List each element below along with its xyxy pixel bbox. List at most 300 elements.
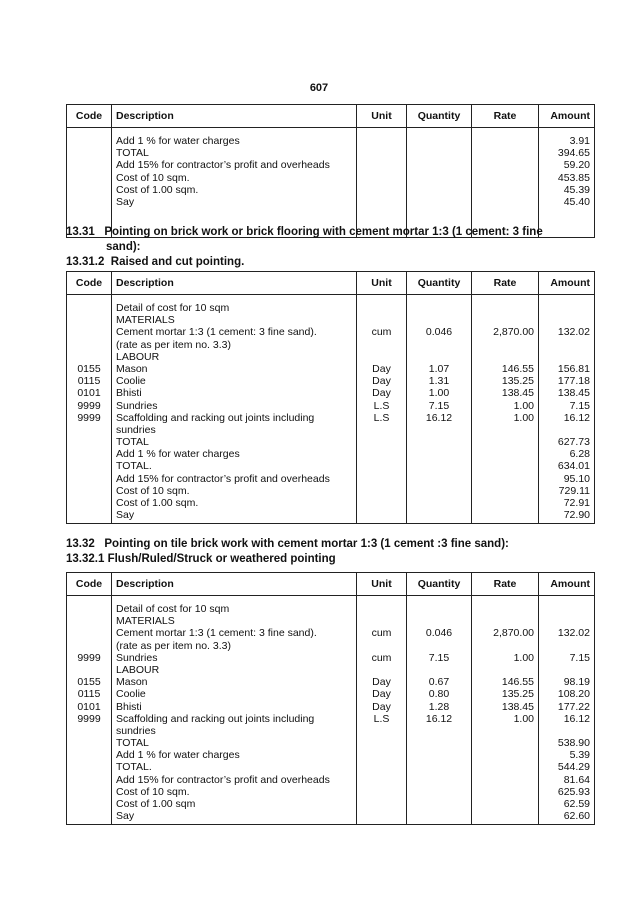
section-heading-13-31: [66, 225, 576, 270]
cell-line: [476, 749, 534, 761]
cell-line: [71, 749, 107, 761]
cell-line: 62.60: [563, 810, 590, 823]
cell-line: Sundries: [116, 651, 158, 664]
cell-line: Mason: [116, 362, 148, 375]
cell-line: 16.12: [563, 712, 590, 725]
cell-line: [411, 640, 467, 652]
cell-line: [361, 798, 402, 810]
cell-line: [361, 302, 402, 314]
cell-line: 7.15: [428, 399, 450, 412]
quantity-cell: [407, 596, 472, 825]
cell-line: [476, 339, 534, 351]
cell-line: [71, 436, 107, 448]
cell-line: [361, 749, 402, 761]
cell-line: [361, 497, 402, 509]
cell-line: [71, 326, 107, 338]
cell-line: 135.25: [501, 688, 534, 701]
col-rate-header: Rate: [472, 573, 539, 596]
cell-line: L.S: [373, 411, 390, 424]
cell-line: Cost of 10 sqm.: [116, 171, 190, 184]
cell-line: [543, 640, 590, 652]
cell-line: [71, 774, 107, 786]
cell-line: cum: [371, 627, 392, 640]
cell-line: 0155: [77, 676, 101, 689]
col-code-header: Code: [67, 272, 112, 295]
cell-line: sundries: [116, 423, 156, 436]
cell-line: 0.80: [428, 688, 450, 701]
cost-table-continued: [66, 104, 595, 238]
rate-cell: [472, 295, 539, 524]
cell-line: [71, 196, 107, 208]
cell-line: [411, 339, 467, 351]
cell-line: 3.91: [569, 135, 590, 147]
cell-line: 1.00: [428, 387, 450, 400]
subsection-heading: [66, 255, 576, 270]
cell-line: 98.19: [563, 676, 590, 689]
cell-line: [361, 424, 402, 436]
cell-line: [411, 424, 467, 436]
cell-line: [543, 615, 590, 627]
cell-line: [476, 460, 534, 472]
cell-line: [361, 147, 402, 159]
cell-line: [543, 664, 590, 676]
section-number: 13.32: [66, 538, 95, 550]
cell-line: Add 1 % for water charges: [116, 749, 240, 762]
cell-line: [71, 725, 107, 737]
cell-line: [361, 485, 402, 497]
cell-line: MATERIALS: [116, 615, 175, 628]
cell-line: 7.15: [569, 399, 590, 412]
quantity-cell: [407, 128, 472, 238]
cell-line: [543, 725, 590, 737]
cell-line: 177.18: [557, 375, 590, 388]
cell-line: 138.45: [501, 700, 534, 713]
cell-line: [71, 424, 107, 436]
col-quantity-header: Quantity: [407, 105, 472, 128]
table-header-row: [67, 573, 595, 596]
amount-cell: [539, 295, 595, 524]
cell-line: [71, 664, 107, 676]
cell-line: [543, 302, 590, 314]
cell-line: TOTAL: [116, 737, 149, 750]
cell-line: TOTAL.: [116, 761, 152, 774]
cell-line: 0115: [77, 375, 101, 388]
cell-line: [361, 737, 402, 749]
cell-line: 16.12: [425, 411, 453, 424]
cell-line: [476, 184, 534, 196]
cell-line: Bhisti: [116, 387, 142, 400]
cell-line: [476, 436, 534, 448]
cell-line: 95.10: [563, 472, 590, 485]
cell-line: 453.85: [557, 171, 590, 184]
cell-line: [71, 172, 107, 184]
table-header-row: [67, 105, 595, 128]
cost-table-13-32-1: [66, 572, 595, 825]
cell-line: [411, 196, 467, 208]
cell-line: 1.00: [513, 411, 534, 424]
cell-line: Bhisti: [116, 700, 142, 713]
cell-line: 634.01: [557, 460, 590, 473]
cell-line: [71, 810, 107, 822]
cell-line: 1.00: [513, 651, 534, 664]
cell-line: 9999: [77, 399, 101, 412]
cell-line: 0155: [77, 362, 101, 375]
cost-table-13-31-2: [66, 271, 595, 524]
cell-line: 0101: [77, 700, 101, 713]
cell-line: [411, 664, 467, 676]
subsection-title: Raised and cut pointing.: [110, 256, 245, 268]
unit-cell: [357, 295, 407, 524]
cell-line: [476, 473, 534, 485]
cell-line: [476, 615, 534, 627]
cell-line: [361, 761, 402, 773]
cell-line: 16.12: [425, 712, 453, 725]
cell-line: [476, 603, 534, 615]
cell-line: [476, 135, 534, 147]
cell-line: [411, 615, 467, 627]
cell-line: [361, 615, 402, 627]
cell-line: 156.81: [557, 362, 590, 375]
col-unit-header: Unit: [357, 105, 407, 128]
cell-line: 81.64: [563, 773, 590, 786]
col-description-header: Description: [112, 272, 357, 295]
cell-line: [411, 172, 467, 184]
cell-line: [476, 351, 534, 363]
cell-line: TOTAL: [116, 147, 149, 160]
cell-line: [361, 159, 402, 171]
cell-line: 9999: [77, 712, 101, 725]
cell-line: 9999: [77, 651, 101, 664]
cell-line: [71, 798, 107, 810]
cell-line: [361, 664, 402, 676]
cell-line: [361, 436, 402, 448]
cell-line: [71, 627, 107, 639]
cell-line: [411, 351, 467, 363]
cell-line: [411, 749, 467, 761]
cell-line: sundries: [116, 724, 156, 737]
cell-line: [476, 509, 534, 521]
cell-line: Add 1 % for water charges: [116, 135, 240, 147]
cell-line: [361, 314, 402, 326]
description-cell: [112, 128, 357, 238]
cell-line: L.S: [373, 712, 390, 725]
cell-line: TOTAL.: [116, 460, 152, 473]
cell-line: 132.02: [557, 627, 590, 640]
col-unit-header: Unit: [357, 272, 407, 295]
cell-line: 544.29: [557, 761, 590, 774]
cell-line: 538.90: [557, 737, 590, 750]
quantity-cell: [407, 295, 472, 524]
table-body-row: [67, 596, 595, 825]
cell-line: TOTAL: [116, 436, 149, 449]
col-amount-header: Amount: [539, 105, 595, 128]
subsection-number: 13.31.2: [66, 256, 105, 268]
cell-line: [361, 460, 402, 472]
cell-line: Sundries: [116, 399, 158, 412]
description-cell: [112, 295, 357, 524]
cell-line: 62.59: [563, 798, 590, 810]
col-quantity-header: Quantity: [407, 573, 472, 596]
cell-line: 138.45: [557, 387, 590, 400]
cell-line: [71, 615, 107, 627]
cell-line: [71, 473, 107, 485]
cell-line: Say: [116, 810, 135, 823]
cell-line: [476, 424, 534, 436]
section-title: Pointing on tile brick work with cement mortar 1:3 (1 cement :3 fine sand):: [104, 538, 509, 550]
cell-line: [476, 302, 534, 314]
cell-line: [476, 497, 534, 509]
cell-line: [411, 184, 467, 196]
cell-line: 7.15: [569, 651, 590, 664]
cell-line: [361, 135, 402, 147]
cell-line: Add 15% for contractor’s profit and overheads: [116, 159, 330, 172]
cell-line: 146.55: [501, 362, 534, 375]
cell-line: [543, 351, 590, 363]
cell-line: [411, 603, 467, 615]
cell-line: [411, 786, 467, 798]
cell-line: 2,870.00: [493, 627, 534, 640]
cell-line: [411, 448, 467, 460]
cell-line: 394.65: [557, 147, 590, 160]
cell-line: [71, 485, 107, 497]
cell-line: Say: [116, 195, 135, 208]
cell-line: cum: [371, 326, 392, 339]
cell-line: [411, 509, 467, 521]
cell-line: Coolie: [116, 688, 146, 701]
col-amount-header: Amount: [539, 272, 595, 295]
cell-line: Mason: [116, 676, 148, 689]
cell-line: Cost of 1.00 sqm.: [116, 183, 199, 196]
cell-line: Say: [116, 509, 135, 522]
cell-line: LABOUR: [116, 350, 160, 363]
cell-line: [543, 424, 590, 436]
cell-line: [411, 798, 467, 810]
cell-line: [411, 725, 467, 737]
cell-line: [361, 184, 402, 196]
cell-line: [71, 460, 107, 472]
col-rate-header: Rate: [472, 105, 539, 128]
cell-line: [476, 774, 534, 786]
cell-line: [71, 184, 107, 196]
cell-line: [361, 774, 402, 786]
cell-line: 0.67: [428, 676, 450, 689]
cell-line: 0.046: [425, 326, 453, 339]
cell-line: 177.22: [557, 700, 590, 713]
cell-line: (rate as per item no. 3.3): [116, 338, 231, 351]
cell-line: [411, 302, 467, 314]
cell-line: 1.00: [513, 712, 534, 725]
cell-line: [476, 725, 534, 737]
cell-line: [476, 485, 534, 497]
col-quantity-header: Quantity: [407, 272, 472, 295]
code-cell: [67, 596, 112, 825]
cell-line: 0115: [77, 688, 101, 701]
cell-line: Cost of 10 sqm.: [116, 484, 190, 497]
cell-line: Day: [372, 700, 391, 713]
cell-line: [361, 786, 402, 798]
cell-line: [71, 603, 107, 615]
cell-line: [71, 786, 107, 798]
unit-cell: [357, 596, 407, 825]
section-heading-line: [66, 225, 576, 240]
col-description-header: Description: [112, 105, 357, 128]
col-amount-header: Amount: [539, 573, 595, 596]
cell-line: [476, 640, 534, 652]
cell-line: [476, 196, 534, 208]
cell-line: Scaffolding and racking out joints including: [116, 411, 315, 424]
code-cell: [67, 295, 112, 524]
cell-line: [476, 159, 534, 171]
cell-line: Cost of 1.00 sqm: [116, 798, 196, 810]
section-heading-13-32: [66, 537, 576, 567]
cell-line: 625.93: [557, 785, 590, 798]
cell-line: [476, 172, 534, 184]
amount-cell: [539, 128, 595, 238]
amount-cell: [539, 596, 595, 825]
cell-line: [476, 314, 534, 326]
cell-line: [476, 786, 534, 798]
cell-line: (rate as per item no. 3.3): [116, 639, 231, 652]
table-header-row: [67, 272, 595, 295]
cell-line: 138.45: [501, 387, 534, 400]
cell-line: LABOUR: [116, 663, 160, 676]
cell-line: Coolie: [116, 375, 146, 388]
subsection-number: 13.32.1: [66, 553, 105, 565]
cell-line: [411, 147, 467, 159]
unit-cell: [357, 128, 407, 238]
cell-line: 2,870.00: [493, 326, 534, 339]
cell-line: Cost of 10 sqm.: [116, 785, 190, 798]
cell-line: 627.73: [557, 436, 590, 449]
cell-line: Scaffolding and racking out joints including: [116, 712, 315, 725]
cell-line: [476, 664, 534, 676]
cell-line: [543, 603, 590, 615]
col-unit-header: Unit: [357, 573, 407, 596]
cell-line: Cement mortar 1:3 (1 cement: 3 fine sand).: [116, 326, 317, 339]
cell-line: 132.02: [557, 326, 590, 339]
cell-line: 16.12: [563, 411, 590, 424]
cell-line: Day: [372, 362, 391, 375]
cell-line: Add 15% for contractor’s profit and overheads: [116, 773, 330, 786]
cell-line: [411, 761, 467, 773]
cell-line: [411, 159, 467, 171]
cell-line: [476, 761, 534, 773]
cell-line: [361, 351, 402, 363]
cell-line: Add 15% for contractor’s profit and overheads: [116, 472, 330, 485]
cell-line: Add 1 % for water charges: [116, 448, 240, 461]
cell-line: cum: [371, 651, 392, 664]
cell-line: 108.20: [557, 688, 590, 701]
cell-line: Detail of cost for 10 sqm: [116, 302, 230, 314]
subsection-heading: [66, 552, 576, 567]
cell-line: [71, 302, 107, 314]
col-rate-header: Rate: [472, 272, 539, 295]
cell-line: [361, 725, 402, 737]
cell-line: MATERIALS: [116, 314, 175, 327]
cell-line: [361, 196, 402, 208]
cell-line: 9999: [77, 411, 101, 424]
cell-line: [71, 351, 107, 363]
section-number: 13.31: [66, 226, 95, 238]
section-title: Pointing on brick work or brick flooring with cement mortar 1:3 (1 cement: 3 fine: [104, 226, 543, 238]
subsection-title: Flush/Ruled/Struck or weathered pointing: [107, 553, 336, 565]
section-heading-line: [66, 537, 576, 552]
cell-line: [71, 448, 107, 460]
cell-line: Detail of cost for 10 sqm: [116, 603, 230, 615]
col-description-header: Description: [112, 573, 357, 596]
cell-line: 0101: [77, 387, 101, 400]
cell-line: [361, 509, 402, 521]
cell-line: [411, 436, 467, 448]
cell-line: [411, 135, 467, 147]
cell-line: [361, 448, 402, 460]
cell-line: [476, 810, 534, 822]
cell-line: L.S: [373, 399, 390, 412]
col-code-header: Code: [67, 573, 112, 596]
cell-line: [71, 737, 107, 749]
cell-line: [476, 737, 534, 749]
cell-line: [361, 640, 402, 652]
cell-line: [476, 147, 534, 159]
cell-line: Day: [372, 688, 391, 701]
section-title-continued: sand):: [106, 241, 141, 253]
page-number: 607: [309, 82, 329, 94]
cell-line: [476, 798, 534, 810]
cell-line: [543, 314, 590, 326]
cell-line: [411, 737, 467, 749]
cell-line: [361, 603, 402, 615]
cell-line: Day: [372, 387, 391, 400]
description-cell: [112, 596, 357, 825]
code-cell: [67, 128, 112, 238]
cell-line: [71, 147, 107, 159]
cell-line: 146.55: [501, 676, 534, 689]
section-heading-line: [66, 240, 576, 255]
cell-line: 72.91: [563, 497, 590, 509]
rate-cell: [472, 128, 539, 238]
cell-line: [361, 172, 402, 184]
cell-line: [411, 460, 467, 472]
cell-line: 7.15: [428, 651, 450, 664]
cell-line: [71, 509, 107, 521]
cell-line: [71, 761, 107, 773]
cell-line: 135.25: [501, 375, 534, 388]
cell-line: [71, 159, 107, 171]
cell-line: [71, 339, 107, 351]
cell-line: [361, 810, 402, 822]
cell-line: 5.39: [569, 749, 590, 762]
cell-line: [361, 473, 402, 485]
cell-line: [543, 339, 590, 351]
cell-line: 45.40: [563, 195, 590, 208]
cell-line: Day: [372, 676, 391, 689]
cell-line: [411, 810, 467, 822]
cell-line: 6.28: [569, 448, 590, 461]
cell-line: [71, 135, 107, 147]
cell-line: 59.20: [563, 159, 590, 172]
table-body-row: [67, 295, 595, 524]
cell-line: Day: [372, 375, 391, 388]
cell-line: 1.31: [428, 375, 450, 388]
cell-line: 729.11: [558, 484, 590, 497]
cell-line: [361, 339, 402, 351]
cell-line: [411, 497, 467, 509]
cell-line: 1.07: [428, 362, 450, 375]
cell-line: Cement mortar 1:3 (1 cement: 3 fine sand).: [116, 627, 317, 640]
cell-line: 72.90: [563, 509, 590, 522]
cell-line: [411, 774, 467, 786]
cell-line: [71, 314, 107, 326]
